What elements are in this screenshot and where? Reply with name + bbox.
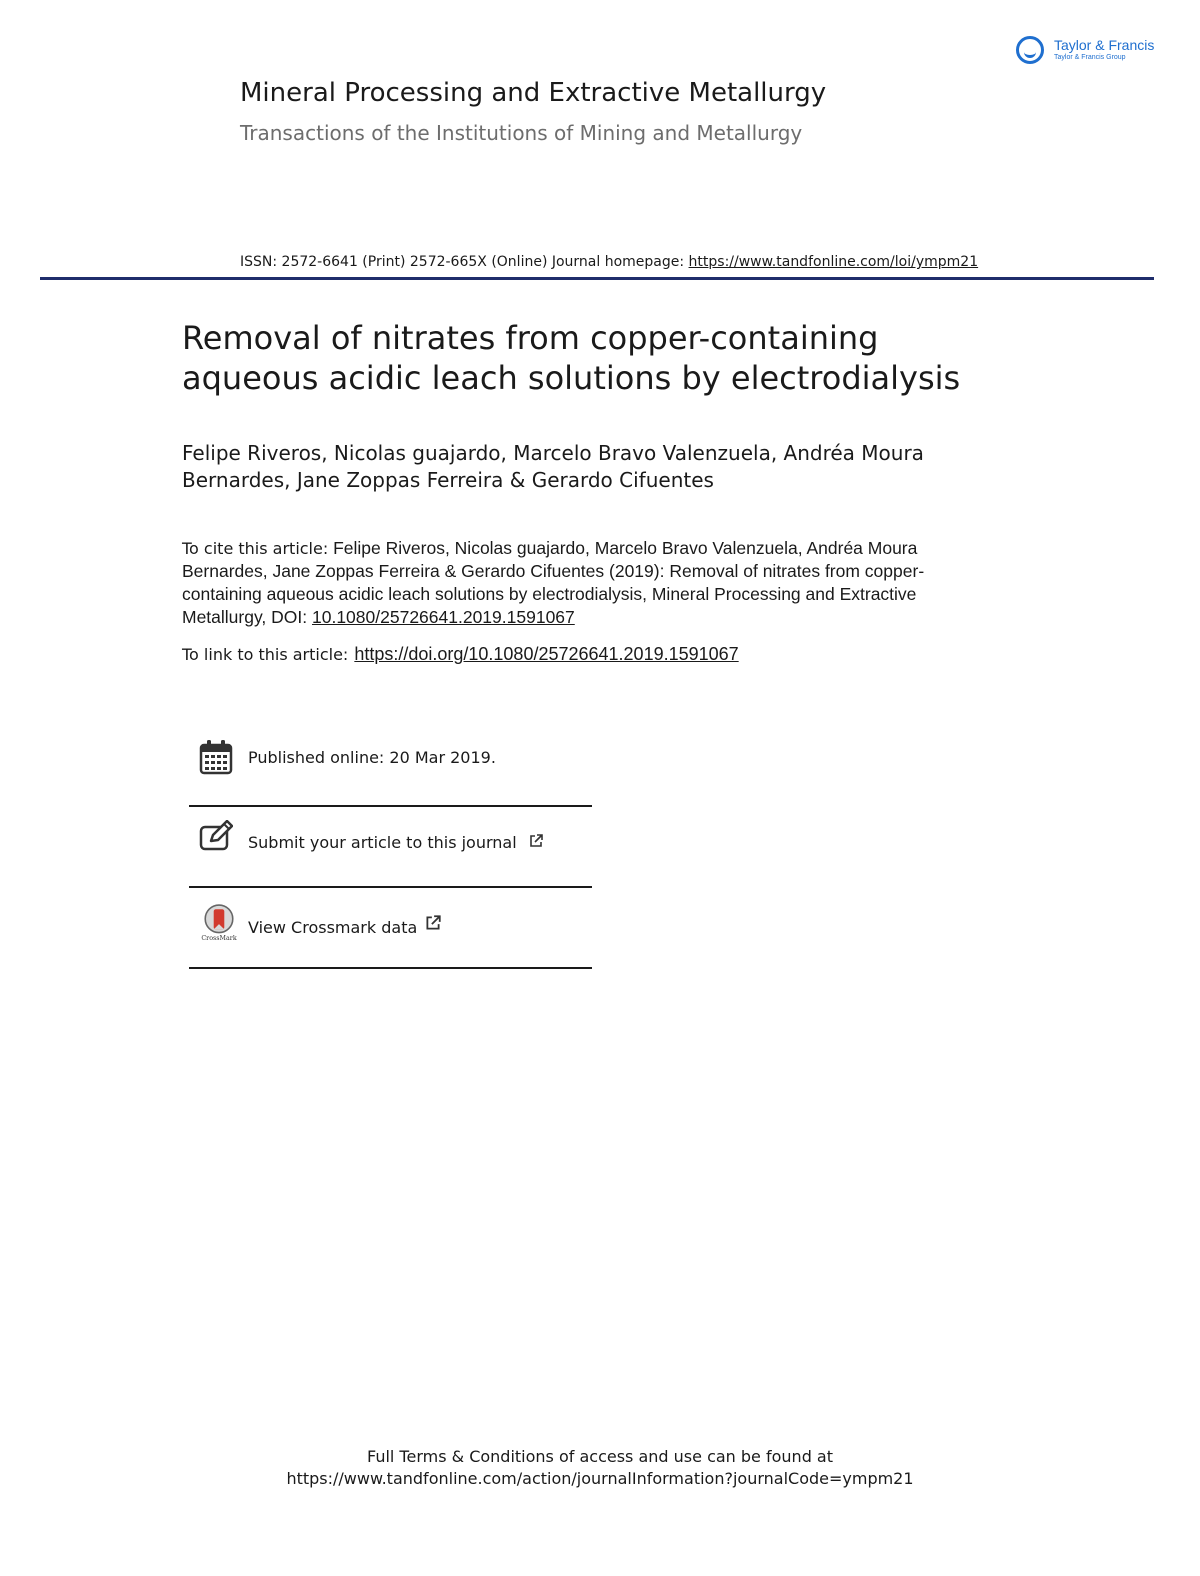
issn-line <box>240 254 978 270</box>
authors-line: Bernardes, Jane Zoppas Ferreira & Gerardo Cifuentes <box>182 468 714 492</box>
submit-row[interactable] <box>189 820 592 900</box>
article-title-line: aqueous acidic leach solutions by electrodialysis <box>182 359 961 397</box>
crossmark-label: View Crossmark data <box>248 918 418 937</box>
crossmark-logo-text: CrossMark <box>201 935 237 942</box>
footer-line: Full Terms & Conditions of access and use can be found at <box>366 1447 834 1466</box>
terms-footer <box>0 1446 1200 1490</box>
submit-article-link[interactable] <box>248 833 544 852</box>
publisher-logo-icon <box>1016 36 1044 64</box>
published-date: Published online: 20 Mar 2019. <box>248 748 496 767</box>
cite-text: Felipe Riveros, Nicolas guajardo, Marcelo Bravo Valenzuela, Andréa Moura <box>328 538 918 558</box>
article-authors <box>182 440 1042 494</box>
publisher-name: Taylor & Francis <box>1054 37 1155 53</box>
info-divider <box>189 967 592 969</box>
journal-homepage-link[interactable]: https://www.tandfonline.com/loi/ympm21 <box>688 254 979 270</box>
calendar-icon <box>199 739 233 775</box>
crossmark-link[interactable] <box>248 914 442 937</box>
external-link-icon <box>528 833 544 849</box>
cite-text: Metallurgy, DOI: <box>182 607 312 627</box>
journal-subtitle: Transactions of the Institutions of Mining and Metallurgy <box>240 121 803 145</box>
external-link-icon <box>424 914 442 932</box>
submit-label: Submit your article to this journal <box>248 833 517 852</box>
article-doi-url[interactable]: https://doi.org/10.1080/25726641.2019.1591067 <box>354 644 739 664</box>
authors-line: Felipe Riveros, Nicolas guajardo, Marcelo Bravo Valenzuela, Andréa Moura <box>182 441 924 465</box>
cite-text: containing aqueous acidic leach solutions by electrodialysis, Mineral Processing and Extractive <box>182 584 917 604</box>
publisher-group: Taylor & Francis Group <box>1054 54 1126 61</box>
info-divider <box>189 886 592 888</box>
article-title-line: Removal of nitrates from copper-containing <box>182 319 879 357</box>
crossmark-icon <box>201 902 237 942</box>
journal-title: Mineral Processing and Extractive Metallurgy <box>240 78 827 108</box>
cite-label: To cite this article: <box>182 539 329 558</box>
link-label: To link to this article: <box>182 645 349 664</box>
footer-terms-url[interactable]: https://www.tandfonline.com/action/journalInformation?journalCode=ympm21 <box>286 1469 914 1488</box>
doi-link[interactable]: 10.1080/25726641.2019.1591067 <box>312 607 575 627</box>
citation-block <box>182 537 1002 629</box>
header-divider <box>40 277 1154 280</box>
published-row <box>189 739 592 819</box>
cite-text: Bernardes, Jane Zoppas Ferreira & Gerardo Cifuentes (2019): Removal of nitrates from copper- <box>182 561 925 581</box>
article-title <box>182 318 1042 398</box>
crossmark-row[interactable] <box>189 902 592 982</box>
issn-text: ISSN: 2572-6641 (Print) 2572-665X (Online) Journal homepage: <box>240 254 689 270</box>
edit-icon <box>199 820 233 856</box>
info-divider <box>189 805 592 807</box>
article-link-line <box>182 644 739 665</box>
publisher-logo <box>1016 34 1166 70</box>
